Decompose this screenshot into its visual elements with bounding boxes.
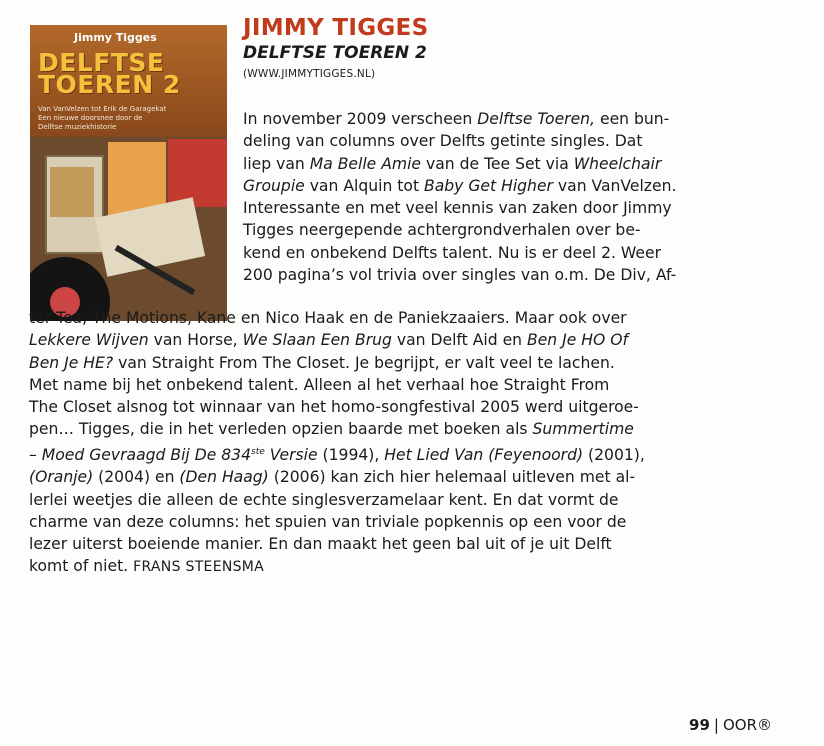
- review-line: lezer uiterst boeiende manier. En dan maakt het geen bal uit of je uit Delft: [29, 535, 612, 554]
- review-line: Lekkere Wijven van Horse, We Slaan Een Brug van Delft Aid en Ben Je HO Of: [29, 331, 629, 350]
- page-footer: [689, 716, 772, 734]
- page-number: 99: [689, 716, 710, 734]
- cover-title: DELFTSE TOEREN 2: [38, 48, 181, 99]
- magazine-logo: OOR®: [722, 716, 772, 734]
- review-line: charme van deze columns: het spuien van triviale popkennis op een voor de: [29, 512, 627, 531]
- review-line: The Closet alsnog tot winnaar van het homo-songfestival 2005 werd uitgeroe-: [29, 398, 639, 417]
- cover-photo: [30, 137, 227, 321]
- review-line: lerlei weetjes die alleen de echte singlesverzamelaar kent. En dat vormt de: [29, 490, 619, 509]
- review-line: ter Tea, The Motions, Kane en Nico Haak en de Paniekzaaiers. Maar ook over: [29, 309, 627, 327]
- review-line: – Moed Gevraagd Bij De 834ste Versie (1994), Het Lied Van (Feyenoord) (2001),: [29, 445, 645, 464]
- review-line: In november 2009 verscheen Delftse Toeren, een bun-: [243, 110, 670, 128]
- review-body-full: [29, 307, 773, 579]
- review-line: pen… Tigges, die in het verleden opzien baarde met boeken als Summertime: [29, 420, 634, 439]
- review-line: (Oranje) (2004) en (Den Haag) (2006) kan zich hier helemaal uitleven met al-: [29, 468, 636, 487]
- review-line: 200 pagina’s vol trivia over singles van o.m. De Div, Af-: [243, 266, 677, 285]
- book-cover: [30, 25, 227, 321]
- review-line: komt of niet. FRANS STEENSMA: [29, 557, 265, 576]
- review-line: Tigges neergepende achtergrondverhalen over be-: [243, 221, 641, 240]
- single-sleeve-shape: [168, 139, 227, 207]
- review-line: liep van Ma Belle Amie van de Tee Set via Wheelchair: [243, 154, 662, 173]
- cover-author: Jimmy Tigges: [74, 31, 157, 44]
- review-body-column: [243, 108, 773, 286]
- review-author: FRANS STEENSMA: [133, 559, 265, 576]
- album-title: DELFTSE TOEREN 2: [243, 43, 427, 63]
- review-line: Met name bij het onbekend talent. Alleen al het verhaal hoe Straight From: [29, 375, 610, 394]
- cover-subtitle: Van VanVelzen tot Erik de Garagekat Een nieuwe doorsnee door de Delftse muziekhistorie: [38, 105, 167, 131]
- speaker-shape: [50, 167, 94, 217]
- review-line: Interessante en met veel kennis van zaken door Jimmy: [243, 199, 672, 218]
- artist-name: JIMMY TIGGES: [243, 15, 429, 41]
- footer-separator: |: [713, 716, 719, 734]
- website-url: (WWW.JIMMYTIGGES.NL): [243, 68, 376, 80]
- review-line: Groupie van Alquin tot Baby Get Higher van VanVelzen.: [243, 176, 677, 195]
- review-header: [243, 15, 428, 80]
- review-line: kend en onbekend Delfts talent. Nu is er deel 2. Weer: [243, 243, 662, 262]
- review-line: deling van columns over Delfts getinte singles. Dat: [243, 132, 643, 151]
- review-line: Ben Je HE? van Straight From The Closet. Je begrijpt, er valt veel te lachen.: [29, 353, 615, 372]
